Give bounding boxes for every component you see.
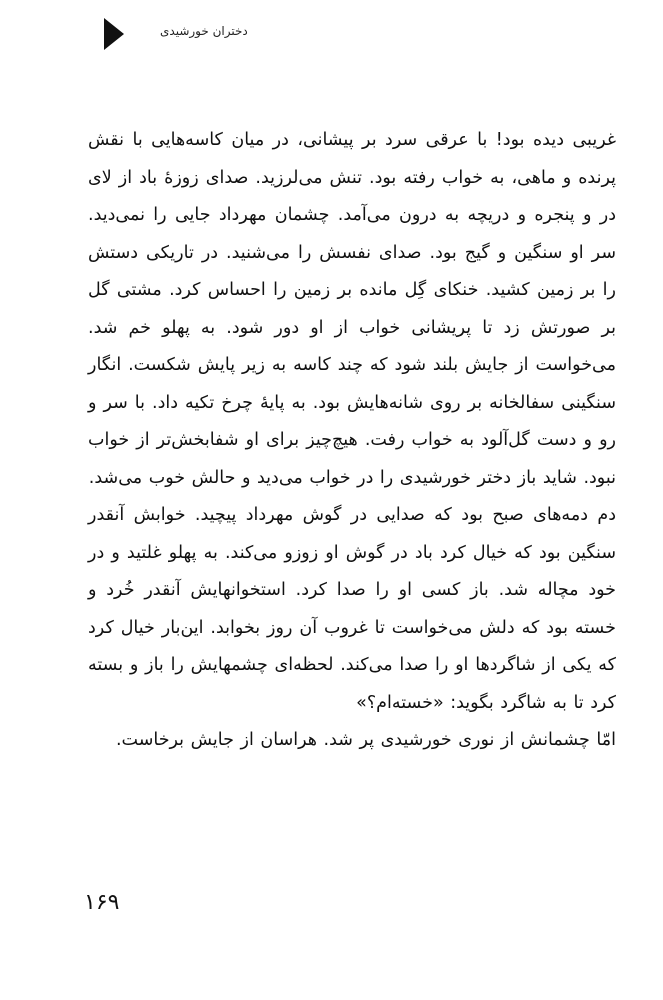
running-title: دختران خورشیدی [160, 24, 248, 38]
page-number: ۱۶۹ [84, 890, 120, 915]
paragraph: غریبی دیده بود! با عرقی سرد بر پیشانی، در میان کاسه‌هایی با نقش پرنده و ماهی، به خواب رفته بود. تنش می‌لرزید. صدای زوزهٔ باد از لای در و پنجره و دریچه به درون می‌آمد. چشمان مهرداد جایی را نمی‌دید. سر او سنگین و گیج بود. صدای نفسش را می‌شنید. در تاریکی دستش را بر زمین کشید. خنکای گِل مانده بر زمین را احساس کرد. مشتی گل بر صورتش زد تا پریشانی خواب از او دور شود. به پهلو خم شد. می‌خواست از جایش بلند شود که چند کاسه به زیر پایش شکست. انگار سنگینی سفالخانه بر روی شانه‌هایش بود. به پایهٔ چرخ تکیه داد. با سر و رو و دست گل‌آلود به خواب رفت. هیچ‌چیز برای او شفابخش‌تر از خواب نبود. شاید باز دختر خورشیدی را در خواب می‌دید و حالش خوب می‌شد. [88, 130, 616, 488]
body-text [88, 122, 616, 760]
triangle-marker-icon [104, 18, 124, 50]
paragraph: دم دمه‌های صبح بود که صدایی در گوش مهرداد پیچید. خوابش آنقدر سنگین بود که خیال کرد باد در گوش او زوزو می‌کند. به پهلو غلتید و در خود مچاله شد. باز کسی او را صدا کرد. استخوانهایش آنقدر خُرد و خسته بود که دلش می‌خواست تا غروب آن روز بخوابد. این‌بار خیال کرد که یکی از شاگردها او را صدا می‌کند. لحظه‌ای چشمهایش را باز و بسته کرد تا به شاگرد بگوید: «خسته‌ام؟» [88, 505, 616, 713]
page-header [0, 14, 663, 54]
paragraph: امّا چشمانش از نوری خورشیدی پر شد. هراسان از جایش برخاست. [115, 730, 616, 750]
